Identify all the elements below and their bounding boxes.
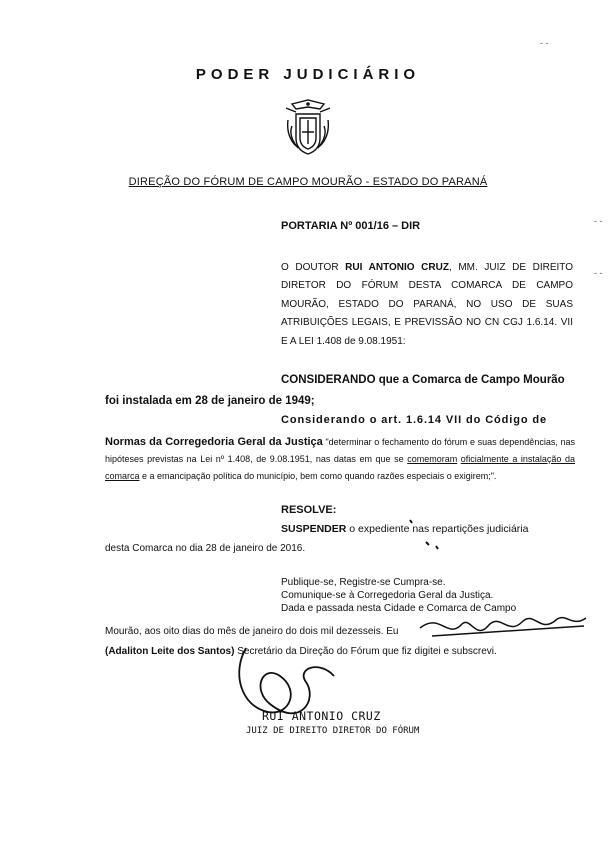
judge-signature — [239, 648, 334, 713]
secretary-signature — [420, 618, 586, 636]
publique-block: Publique-se, Registre-se Cumpra-se. Comunique-se à Corregedoria Geral da Justiça. Dada e passada nesta Cidade e Comarca de Campo — [281, 577, 517, 614]
scan-mark: - - — [540, 38, 549, 48]
judge-name: RUI ANTONIO CRUZ — [345, 262, 449, 273]
judge-printed-role: JUIZ DE DIREITO DIRETOR DO FÓRUM — [246, 726, 420, 736]
considerando-2-cont: Normas da Corregedoria Geral da Justiça "determinar o fechamento do fórum e suas dependências, nas hipóteses previstas na Lei nº 1.408, de 9.08.1951, nas datas em que se comemoram oficialmente a instalação da comarca e a emancipação política do município, bem como quando razões especiais o exigirem;". — [105, 436, 575, 481]
considerando-1-cont: foi instalada em 28 de janeiro de 1949; — [105, 395, 315, 407]
suspender-cont: desta Comarca no dia 28 de janeiro de 2016. — [105, 543, 306, 554]
secretary-name: (Adaliton Leite dos Santos) — [105, 646, 235, 657]
resolve-heading: RESOLVE: — [281, 504, 337, 516]
considerando-1: CONSIDERANDO que a Comarca de Campo Mourão — [281, 374, 565, 386]
scan-mark-3: - - — [594, 268, 603, 278]
closing-paragraph: Mourão, aos oito dias do mês de janeiro do dois mil dezesseis. Eu (Adaliton Leite dos Santos) Secretário da Direção do Fórum que fiz digitei e subscrevi. — [105, 626, 497, 657]
scan-mark-2: - - — [594, 216, 603, 226]
preamble-paragraph: O DOUTOR RUI ANTONIO CRUZ, MM. JUIZ DE DIREITO DIRETOR DO FÓRUM DESTA COMARCA DE CAMPO MOURÃO, ESTADO DO PARANÁ, NO USO DE SUAS ATRIBUIÇÕES LEGAIS, E PREVISSÃO NO CN CGJ 1.6.14. VII E A LEI 1.408 de 9.08.1951: — [281, 262, 573, 347]
header-title: PODER JUDICIÁRIO — [195, 66, 421, 83]
judge-printed-name: RUI ANTONIO CRUZ — [262, 709, 381, 723]
portaria-number: PORTARIA Nº 001/16 – DIR — [281, 220, 421, 232]
suspender-paragraph: SUSPENDER o expediente nas repartições judiciária — [281, 523, 529, 535]
forum-heading: DIREÇÃO DO FÓRUM DE CAMPO MOURÃO - ESTADO DO PARANÁ — [128, 176, 488, 188]
considerando-2: Considerando o art. 1.6.14 VII do Código de — [281, 414, 548, 426]
